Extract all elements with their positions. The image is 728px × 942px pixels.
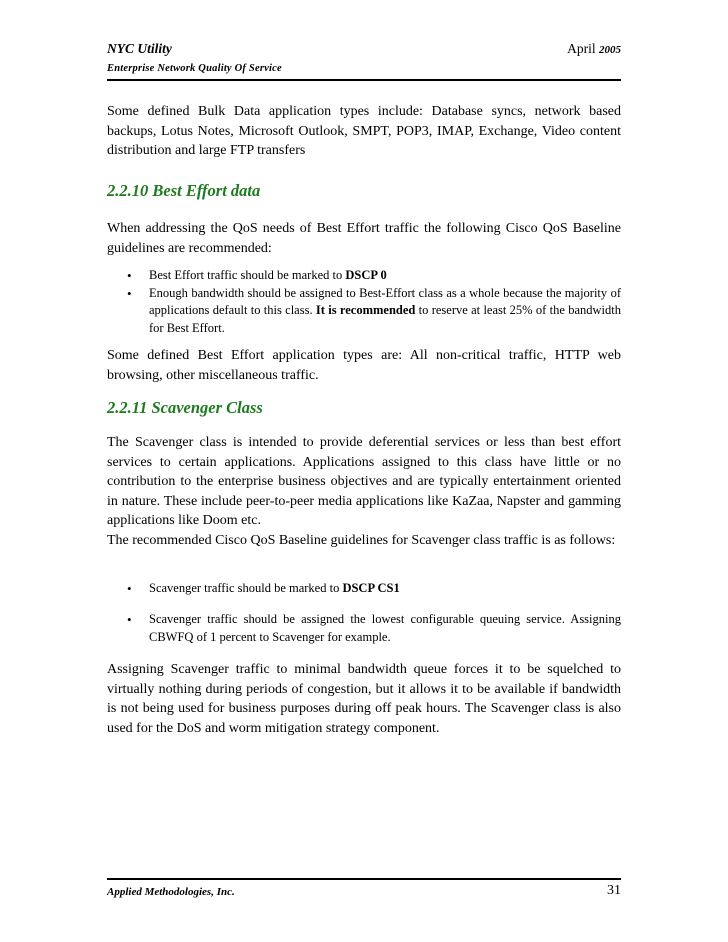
scavenger-para2-block (107, 531, 621, 551)
header-date (567, 41, 621, 58)
list-item (107, 580, 621, 598)
section-heading: 2.2.11 Scavenger Class (107, 398, 263, 417)
list-item-text-tail: to reserve at least 25% of the bandwidth for Best Effort. (149, 303, 622, 335)
header-month: April (567, 41, 596, 56)
scavenger-paragraph-2: The recommended Cisco QoS Baseline guidelines for Scavenger class traffic is as follows: (107, 533, 616, 548)
intro-paragraph: Some defined Bulk Data application types include: Database syncs, network based backups, Lotus Notes, Microsoft Outlook, SMPT, POP3, IMAP, Exchange, Video content distribution and large FTP transfers (107, 104, 621, 158)
best-effort-intro-block (107, 219, 621, 258)
list-item-text: Scavenger traffic should be marked to (149, 581, 343, 595)
page-number: 31 (607, 883, 621, 898)
list-item-text: Scavenger traffic should be assigned the lowest configurable queuing service. Assigning CBWFQ of 1 percent to Scavenger for example. (149, 612, 621, 644)
scavenger-bullet-list-2 (107, 611, 621, 646)
running-header (107, 41, 282, 76)
scavenger-para1-block (107, 433, 621, 531)
scavenger-para3-block (107, 660, 621, 738)
header-title: NYC Utility (107, 41, 172, 56)
scavenger-paragraph-1: The Scavenger class is intended to provide deferential services or less than best effort services to certain applications. Applications assigned to this class have little or no contribution to the enterprise business objectives and are typically entertainment oriented in nature. These include peer-to-peer media applications like KaZaa, Napster and gamming applications like Doom etc. (107, 435, 621, 528)
best-effort-intro: When addressing the QoS needs of Best Effort traffic the following Cisco QoS Baseline guidelines are recommended: (107, 221, 621, 256)
best-effort-types-block (107, 346, 621, 385)
best-effort-types: Some defined Best Effort application types are: All non-critical traffic, HTTP web browsing, other miscellaneous traffic. (107, 348, 621, 383)
header-year: 2005 (599, 44, 621, 56)
bullet-icon: • (127, 612, 132, 627)
list-item (107, 285, 621, 338)
list-item (107, 267, 621, 285)
list-item-emphasis: DSCP 0 (345, 268, 387, 282)
header-subtitle: Enterprise Network Quality Of Service (107, 63, 282, 74)
scavenger-bullet-list (107, 580, 621, 598)
scavenger-paragraph-3: Assigning Scavenger traffic to minimal bandwidth queue forces it to be squelched to virtually nothing during periods of congestion, but it allows it to be available if bandwidth is not being used for business purposes during off peak hours. The Scavenger class is also used for the DoS and worm mitigation strategy component. (107, 662, 621, 736)
section-scavenger (107, 398, 621, 418)
list-item-emphasis: DSCP CS1 (342, 581, 400, 595)
footer-rule (107, 878, 621, 880)
section-heading: 2.2.10 Best Effort data (107, 181, 261, 200)
list-item-text: Best Effort traffic should be marked to (149, 268, 346, 282)
list-item-text: Enough bandwidth should be assigned to Best-Effort class as a whole because the majority of applications default to this class. (149, 285, 621, 317)
bullet-icon: • (127, 581, 132, 596)
section-best-effort (107, 181, 621, 201)
intro-paragraph-block (107, 102, 621, 161)
bullet-icon: • (127, 268, 132, 283)
header-rule (107, 79, 621, 81)
list-item-emphasis: It is recommended (315, 303, 416, 317)
list-item (107, 611, 621, 646)
best-effort-bullet-list (107, 267, 621, 337)
bullet-icon: • (127, 285, 132, 301)
footer-company: Applied Methodologies, Inc. (107, 886, 235, 898)
